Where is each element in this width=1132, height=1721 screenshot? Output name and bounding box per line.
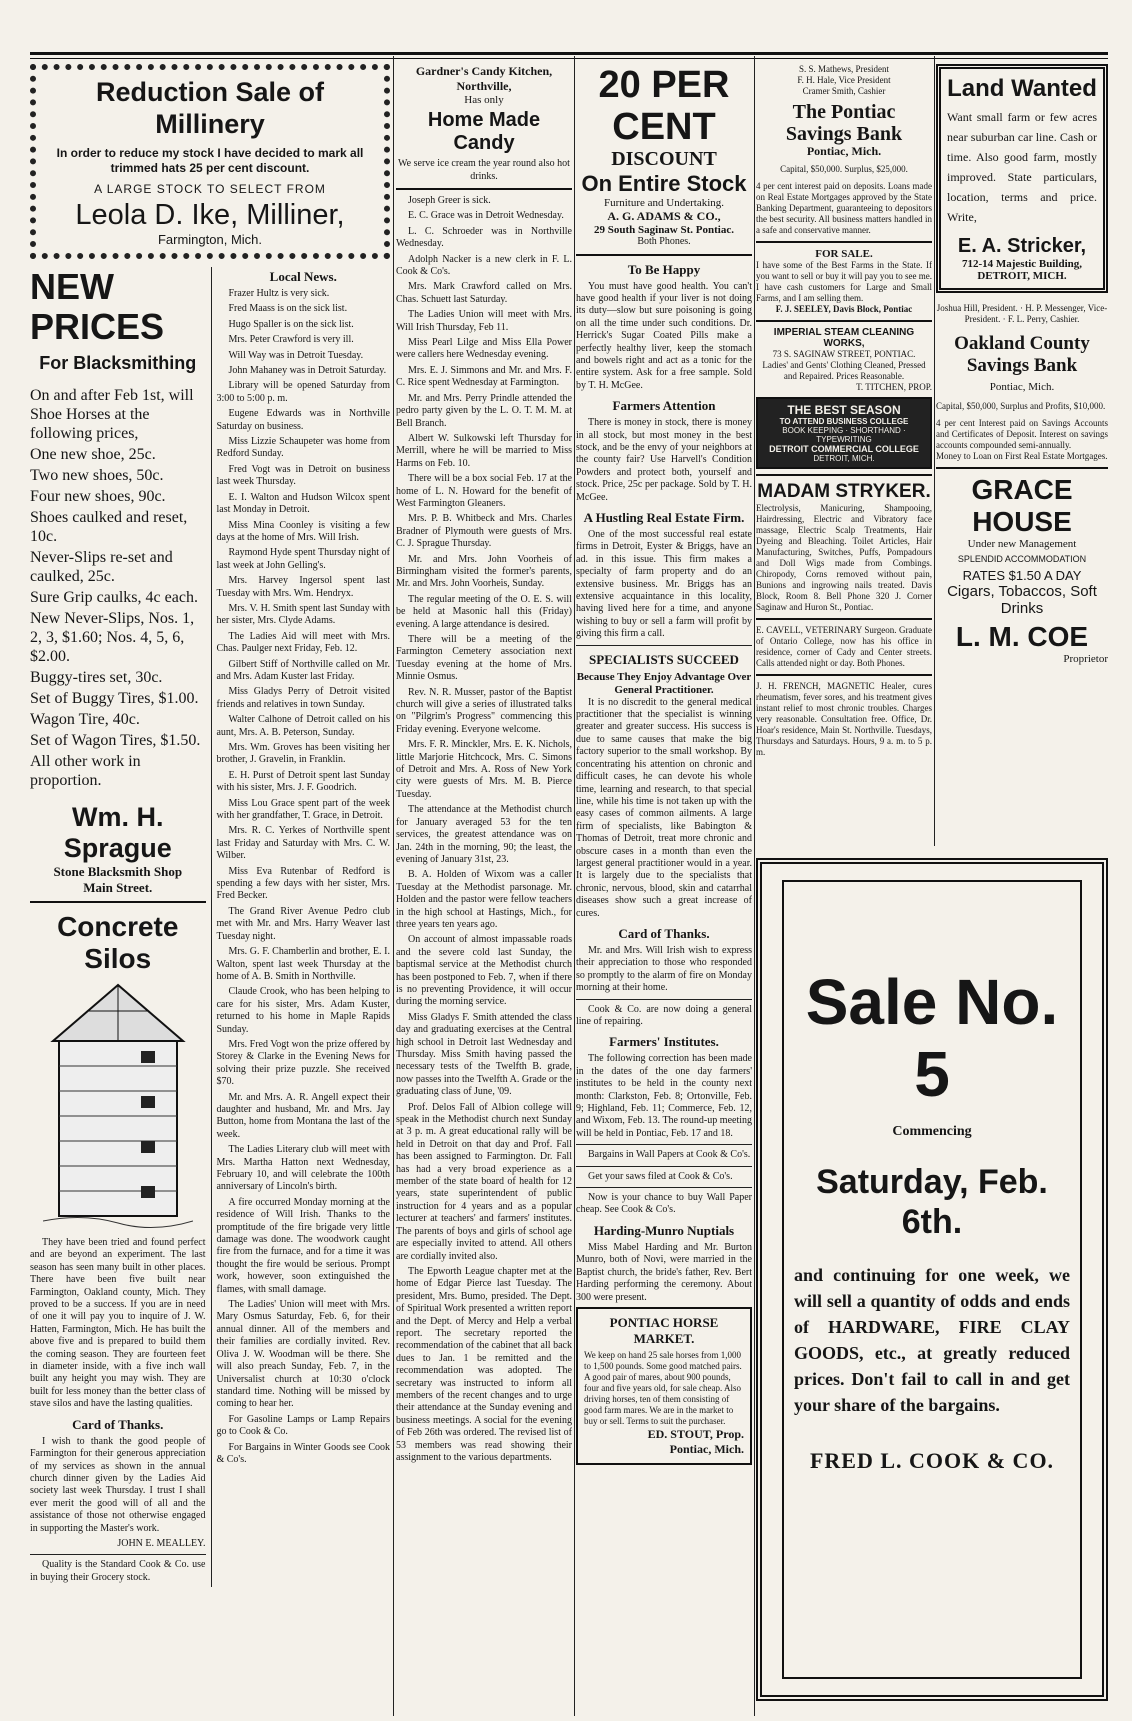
- local-news-item: Library will be opened Saturday from 3:00 to 5:00 p. m.: [216, 380, 390, 404]
- bank2-officers: Joshua Hill, President. · H. P. Messenger, Vice-President. · F. L. Perry, Cashier.: [936, 303, 1108, 324]
- local-news-item: Mrs. Wm. Groves has been visiting her brother, J. Gravelin, in Franklin.: [216, 742, 390, 766]
- column-rule: [393, 56, 394, 1716]
- price-item: Four new shoes, 90c.: [30, 488, 166, 505]
- bank2-capital: Capital, $50,000, Surplus and Profits, $10,000.: [936, 401, 1106, 411]
- news-item: Rev. N. R. Musser, pastor of the Baptist church will give a series of illustrated talks on "Pilgrim's Progress" commencing this Friday evening. Everyone welcome.: [396, 686, 572, 735]
- nuptial-title: Harding-Munro Nuptials: [593, 1222, 735, 1238]
- local-news-item: Will Way was in Detroit Tuesday.: [228, 349, 364, 361]
- forsale-text: I have some of the Best Farms in the State. If you want to sell or buy it will pay you to see me. I have cash customers for Large and Small Farms, and I am selling them.: [756, 259, 932, 303]
- news-item: Miss Gladys F. Smith attended the class day and graduating exercises at the Central high school in Detroit last Wednesday and Thursday. Miss Smith having passed the necessary tests of the Twelfth B. grade, now passes into the Twelfth A. Grade or the graduating class of June, '09.: [396, 1011, 572, 1098]
- bank2-text2: Money to Loan on First Real Estate Mortgages.: [936, 451, 1108, 461]
- sprague-name: Wm. H. Sprague: [63, 802, 172, 863]
- college-subjects: BOOK KEEPING · SHORTHAND · TYPEWRITING: [782, 425, 906, 444]
- price-item: Buggy-tires set, 30c.: [30, 669, 163, 686]
- news-item: L. C. Schroeder was in Northville Wednesday.: [396, 225, 572, 250]
- horse-market-ad: [576, 1307, 752, 1465]
- french-ad: J. H. FRENCH, MAGNETIC Healer, cures rheumatism, fever sores, and his treatment gives instant relief to most chronic troubles. Charges very reasonable. Consultation free. Office, Dr. Hoar's residence, Main St. Northville. Tuesdays, Thursdays and Saturdays. Hours, 9 a. m. to 5 p. m.: [756, 680, 932, 757]
- local-news-item: Gilbert Stiff of Northville called on Mr. and Mrs. Adam Kuster last Friday.: [216, 658, 390, 682]
- bank1-officer: S. S. Mathews, President: [799, 64, 889, 74]
- cleaning-ad: [756, 327, 932, 393]
- discount-firm: A. G. ADAMS & CO.,: [607, 209, 721, 223]
- realestate-title: A Hustling Real Estate Firm.: [583, 510, 745, 525]
- horse-place: Pontiac, Mich.: [669, 1441, 744, 1456]
- millinery-place: Farmington, Mich.: [157, 232, 263, 247]
- college-addr: DETROIT, MICH.: [813, 453, 875, 463]
- college-title: THE BEST SEASON: [787, 402, 901, 417]
- thanks2-text: Mr. and Mrs. Will Irish wish to express their appreciation to those who responded so promptly to the alarm of fire on Monday morning at their home.: [576, 944, 752, 994]
- grace-title: GRACE HOUSE: [971, 474, 1073, 537]
- millinery-title: Reduction Sale of Millinery: [95, 77, 325, 139]
- forsale-title: FOR SALE.: [815, 247, 873, 260]
- silos-title: Concrete Silos: [57, 911, 179, 974]
- top-rule: [30, 52, 1108, 55]
- pontiac-bank-ad: [756, 64, 932, 236]
- bank1-capital: Capital, $50,000. Surplus, $25,000.: [780, 163, 908, 174]
- forsale-sign: F. J. SEELEY, Davis Block, Pontiac: [775, 303, 913, 314]
- prices-intro: On and after Feb 1st, will Shoe Horses at the following prices,: [30, 387, 194, 442]
- price-item: One new shoe, 25c.: [30, 446, 156, 463]
- discount-sub: Furniture and Undertaking.: [603, 197, 725, 209]
- wallpaper-note: Bargains in Wall Papers at Cook & Co's.: [588, 1149, 751, 1161]
- local-news-item: The Ladies Literary club will meet with Mrs. Martha Hatton next Wednesday, February 10, and will celebrate the 100th anniversary of Lincoln's birth.: [216, 1144, 390, 1193]
- stryker-text: Electrolysis, Manicuring, Shampooing, Hairdressing, Electric and Vibratory face massage, Electric Scalp Treatments, Hair Dyeing and Bleaching. Toilet Articles, Hair Manufacturing, Switches, Puffs, Pompadours and Doll Wigs made from Combings. Chiropody, Corns removed without pain, Bunions and ingrowing nails treated. Davis Block, Room 8. Bell Phone 320 J. Corner Saginaw and Huron St., Pontiac.: [756, 502, 932, 612]
- grace-acc: SPLENDID ACCOMMODATION: [957, 554, 1087, 564]
- price-item: Sure Grip caulks, 4c each.: [30, 589, 198, 606]
- prices-title: NEW PRICES: [30, 266, 165, 347]
- news-item: B. A. Holden of Wixom was a caller Tuesday at the Methodist parsonage. Mr. Holden and the pastor were fellow teachers in the high school at Hastings, Mich., for three years ten years ago.: [396, 869, 572, 930]
- college-name: DETROIT COMMERCIAL COLLEGE: [769, 443, 919, 454]
- farmers-title: Farmers Attention: [612, 398, 716, 414]
- grace-house-ad: [936, 474, 1108, 665]
- local-news-item: For Gasoline Lamps or Lamp Repairs go to Cook & Co.: [216, 1413, 390, 1438]
- prices-subtitle: For Blacksmithing: [39, 353, 197, 373]
- news-item: The Ladies Union will meet with Mrs. Will Irish Thursday, Feb 11.: [396, 309, 572, 333]
- sale-title: Sale No. 5: [805, 966, 1059, 1110]
- local-news-item: Mrs. Harvey Ingersol spent last Tuesday with Mrs. Wm. Hendryx.: [216, 575, 390, 599]
- local-news-item: Fred Maass is on the sick list.: [228, 303, 348, 315]
- sprague-shop: Stone Blacksmith Shop: [53, 864, 183, 879]
- discount-stock: On Entire Stock: [581, 171, 747, 196]
- land-name: E. A. Stricker,: [957, 235, 1087, 257]
- bank1-text: 4 per cent interest paid on deposits. Loans made on Real Estate Mortgages approved by the State Banking Department, guaranteeing to depositors the best security. All business matters handled in a safe and conservative manner.: [756, 180, 932, 235]
- thanks1-text: I wish to thank the good people of Farmington for their generous appreciation of my services as shown in the annual church dinner given by the Ladies Aid society last week Thursday. I trust I shall ever merit the good will of all and the assistance of those not otherwise engaged in supporting the Master's work.: [30, 1435, 206, 1534]
- grace-prop: Proprietor: [1063, 653, 1108, 665]
- cleaning-title: IMPERIAL STEAM CLEANING WORKS,: [773, 326, 915, 349]
- silo-illustration: [43, 981, 193, 1231]
- local-news-item: For Bargains in Winter Goods see Cook & Co's.: [216, 1441, 390, 1465]
- bank1-name2: Savings Bank: [785, 123, 903, 145]
- news-item: Joseph Greer is sick.: [408, 195, 491, 206]
- discount-ad: [576, 64, 752, 249]
- news-item: Albert W. Sulkowski left Thursday for Merrill, where he will be married to Miss Harms on Feb. 10.: [396, 432, 572, 469]
- bank2-text: 4 per cent Interest paid on Savings Accounts and Certificates of Deposit. Interest on savings accounts compounded semi-annually.: [936, 418, 1108, 450]
- horse-sign: ED. STOUT, Prop.: [647, 1426, 744, 1441]
- candy-line3: Has only: [464, 94, 504, 106]
- thanks2-title: Card of Thanks.: [618, 925, 710, 941]
- college-sub: TO ATTEND BUSINESS COLLEGE: [779, 416, 909, 426]
- thanks1-sign: JOHN E. MEALLEY.: [117, 1537, 206, 1549]
- land-text: Want small farm or few acres near suburban car line. Cash or time. Also good farm, mostly improved. State particulars, location, terms and price. Write,: [947, 110, 1097, 224]
- bank2-name1: Oakland County: [954, 333, 1090, 354]
- top-rule-thin: [30, 58, 1108, 59]
- millinery-line1: In order to reduce my stock I have decided to mark all trimmed hats 25 per cent discount.: [56, 146, 364, 175]
- vet-ad: E. CAVELL, VETERINARY Surgeon. Graduate of Ontario College, now has his office in residence, corner of Cady and Center streets. Calls attended night or day. Both Phones.: [756, 624, 932, 668]
- local-news-item: Claude Crook, who has been helping to care for his sister, Mrs. Adam Kuster, returned to his home in Maple Rapids Sunday.: [216, 986, 390, 1035]
- local-news-item: Mrs. Fred Vogt won the prize offered by Storey & Clarke in the Evening News for solving their prize puzzle. She received $70.: [216, 1038, 390, 1088]
- blacksmith-ad: [30, 267, 206, 1587]
- saws-note: Get your saws filed at Cook & Co's.: [588, 1170, 733, 1182]
- news-item: The regular meeting of the O. E. S. will be held at Masonic hall this (Friday) evening. A large attendance is desired.: [396, 593, 572, 630]
- sale-text: and continuing for one week, we will sell a quantity of odds and ends of HARDWARE, FIRE CLAY GOODS, etc., at greatly reduced prices. Don't fail to call in and get your share of the bargains.: [794, 1265, 1070, 1415]
- news-item: Mrs. E. J. Simmons and Mr. and Mrs. F. C. Rice spent Wednesday at Farmington.: [396, 364, 572, 389]
- forsale-ad: [756, 248, 932, 315]
- column-rule: [754, 56, 755, 1716]
- cleaning-text: Ladies' and Gents' Clothing Cleaned, Pressed and Repaired. Prices Reasonable.: [762, 359, 926, 381]
- local-news-item: Raymond Hyde spent Thursday night of last week at John Gelling's.: [216, 547, 390, 571]
- thanks1-title: Card of Thanks.: [72, 1416, 164, 1432]
- oakland-bank-ad: [936, 303, 1108, 462]
- millinery-ad: [30, 64, 390, 259]
- cleaning-sign: T. TITCHEN, PROP.: [856, 381, 932, 392]
- horse-text: We keep on hand 25 sale horses from 1,000 to 1,500 pounds. Some good matched pairs. A good pair of mares, about 900 pounds, four and five years old, for sale cheap. Also driving horses, ten of them consisting of good farm mares. We are in the market to buy or sell. Terms to suit the purchaser.: [584, 1349, 742, 1426]
- grace-cigars: Cigars, Tobaccos, Soft Drinks: [947, 583, 1097, 617]
- millinery-name: Leola D. Ike, Milliner,: [75, 199, 345, 231]
- local-news-item: Mrs. G. F. Chamberlin and brother, E. I. Walton, spent last week Thursday at the home of A. B. Smith in Northville.: [216, 946, 390, 982]
- price-item: Two new shoes, 50c.: [30, 467, 164, 484]
- happy-text: You must have good health. You can't have good health if your liver is not doing its duty—slow but sure poisoning is going on all the time under such conditions. Dr. Herrick's Sugar Coated Pills make a perfectly healthy liver, keep the stomach and bowels right and act as a tonic for the entire system. Ask for a free sample. Sold by T. H. McGee.: [576, 280, 752, 391]
- local-news-item: Mrs. R. C. Yerkes of Northville spent last Friday and Saturday with Mrs. C. W. Wilber.: [216, 825, 390, 862]
- grace-name: L. M. COE: [955, 621, 1089, 652]
- college-ad: [756, 397, 932, 469]
- news-item: Mrs. Mark Crawford called on Mrs. Chas. Schuett last Saturday.: [396, 281, 572, 305]
- happy-title: To Be Happy: [627, 261, 701, 277]
- local-news-item: John Mahaney was in Detroit Saturday.: [228, 365, 387, 377]
- stryker-ad: [756, 481, 932, 613]
- local-news-item: Mrs. V. H. Smith spent last Sunday with her sister, Mrs. Clyde Adams.: [216, 602, 390, 627]
- discount-word: DISCOUNT: [611, 148, 717, 170]
- news-item: The attendance at the Methodist church for January averaged 53 for the ten services, the greatest attendance was on Jan. 24th in the morning, 90; the least, the evening of January 31st, 23.: [396, 804, 572, 865]
- farmers-text: There is money in stock, there is money in all stock, but most money in the best stock, and be the envy of your neighbors at the county fair? Use Harvell's Condition Powders and protect both, yourself and stock. Price, 25c per package. Sold by T. H. McGee.: [576, 417, 752, 503]
- candy-ad: [396, 64, 572, 183]
- news-item: Mrs. P. B. Whitbeck and Mrs. Charles Bradner of Plymouth were guests of Mrs. C. J. Sprague Thursday.: [396, 513, 572, 550]
- news-item: Mr. and Mrs. Perry Prindle attended the pedro party given by the L. O. T. M. M. at Bell Branch.: [396, 392, 572, 429]
- grace-rates: RATES $1.50 A DAY: [962, 568, 1082, 583]
- sprague-street: Main Street.: [83, 880, 153, 895]
- local-news-item: Hugo Spaller is on the sick list.: [228, 318, 354, 330]
- land-addr: 712-14 Majestic Building,: [961, 258, 1083, 270]
- news-item: E. C. Grace was in Detroit Wednesday.: [408, 210, 564, 222]
- cleaning-addr: 73 S. SAGINAW STREET, PONTIAC.: [772, 348, 916, 359]
- specialists-sub: Because They Enjoy Advantage Over General Practitioner.: [576, 670, 752, 696]
- millinery-line2: A LARGE STOCK TO SELECT FROM: [94, 182, 326, 196]
- land-wanted-ad: [936, 64, 1108, 293]
- land-city: DETROIT, MICH.: [977, 270, 1067, 282]
- local-news-item: Miss Gladys Perry of Detroit visited friends and relatives in town Sunday.: [216, 686, 390, 710]
- nuptial-text: Miss Mabel Harding and Mr. Burton Munro, both of Novi, were married in the Baptist church, the bride's father, Rev. Bert Harding performing the ceremony. About 300 were present.: [576, 1241, 752, 1303]
- column-rule: [934, 56, 935, 846]
- price-item: Shoes caulked and reset, 10c.: [30, 509, 188, 545]
- local-news-item: Eugene Edwards was in Northville Saturday on business.: [216, 408, 390, 432]
- local-news-item: Walter Calhone of Detroit called on his aunt, Mrs. A. B. Peterson, Sunday.: [216, 714, 390, 738]
- local-news-item: E. H. Purst of Detroit spent last Sunday with his sister, Mrs. J. F. Goodrich.: [216, 769, 390, 794]
- bank1-officer: Cramer Smith, Cashier: [802, 86, 886, 96]
- column-2: [396, 64, 572, 1714]
- news-item: There will be a meeting of the Farmington Cemetery association next Tuesday evening at the home of Mrs. Minnie Osmus.: [396, 634, 572, 683]
- news-item: Mr. and Mrs. John Voorheis of Birmingham visited the former's parents, Mr. and Mrs. John Voorheis, Sunday.: [396, 553, 572, 590]
- land-title: Land Wanted: [947, 75, 1097, 102]
- discount-phones: Both Phones.: [637, 236, 691, 247]
- news-item: Mrs. F. R. Minckler, Mrs. E. K. Nichols, little Marjorie Hitchcock, Mrs. C. Simons of Detroit and Mrs. A. Ross of New York city were guests of Mrs. M. B. Pierce Tuesday.: [396, 739, 572, 800]
- sale-firm: FRED L. COOK & CO.: [809, 1448, 1055, 1473]
- local-news-item: The Ladies Aid will meet with Mrs. Chas. Paulger next Friday, Feb. 12.: [216, 630, 390, 655]
- horse-title: PONTIAC HORSE MARKET.: [609, 1314, 719, 1346]
- local-news-item: Mr. and Mrs. A. R. Angell expect their daughter and husband, Mr. and Mrs. Jay Button, home from Montana the last of the week.: [216, 1091, 390, 1140]
- price-item: Set of Buggy Tires, $1.00.: [30, 690, 199, 707]
- silos-text: They have been tried and found perfect and are beyond an experiment. The last season has seen many built in other places. There have been five built near Farmington, Oakland county, Mich. They proved to be a success. If you are in need of one it will pay you to inquire of J. W. Hatten, Farmington, Mich. He has built the above five and is prepared to build them the coming season. They are fourteen feet in diameter inside, with a five inch wall built any height you may wish. They are built for less money than the better class of stave silos and have the lasting qualities.: [30, 1237, 206, 1410]
- price-item: New Never-Slips, Nos. 1, 2, 3, $1.60; Nos. 4, 5, 6, $2.00.: [30, 610, 195, 665]
- news-item: There will be a box social Feb. 17 at the home of L. N. Howard for the benefit of West Farmington Gleaners.: [396, 473, 572, 509]
- price-item: All other work in proportion.: [30, 753, 141, 789]
- local-news-item: Miss Lizzie Schaupeter was home from Redford Sunday.: [216, 436, 390, 460]
- local-news-item: A fire occurred Monday morning at the residence of Will Irish. Thanks to the promptitude of the fire brigade very little damage was done. The woodwork caught fire from the furnace, and for a time it was thought the fire would be serious. Prompt work, however, soon extinguished the flames, with small damage.: [216, 1196, 390, 1295]
- bank2-name2: Savings Bank: [966, 355, 1078, 376]
- repairing-note: Cook & Co. are now doing a general line of repairing.: [576, 1003, 752, 1027]
- column-4: [756, 64, 932, 854]
- candy-line1: Gardner's Candy Kitchen,: [415, 64, 553, 78]
- bank1-name1: The Pontiac: [792, 101, 896, 123]
- candy-text: We serve ice cream the year round also hot drinks.: [398, 158, 570, 182]
- local-news-item: Miss Eva Rutenbar of Redford is spending a few days with her sister, Mrs. Fred Becker.: [216, 865, 390, 902]
- bank1-place: Pontiac, Mich.: [806, 144, 882, 158]
- local-news: [216, 267, 390, 1587]
- bank2-place: Pontiac, Mich.: [989, 381, 1055, 393]
- institutes-title: Farmers' Institutes.: [609, 1034, 719, 1050]
- candy-title: Home Made Candy: [427, 109, 541, 154]
- column-5: [936, 64, 1108, 854]
- local-news-item: Fred Vogt was in Detroit on business last week Thursday.: [216, 463, 390, 488]
- news-item: Prof. Delos Fall of Albion college will speak in the Methodist church next Sunday at 3 p. m. A great educational rally will be held in Detroit on that day and Prof. Fall has been assigned to Farmington. Dr. Fall has had a very broad experience as a member of the state board of health for 12 years, state superintendent of public instruction for 4 years and as a popular lecturer at teachers' and farmers' institutes. The parents of boys and girls of school age are especially invited to attend. All others are cordially invited also.: [396, 1101, 572, 1262]
- institutes-text: The following correction has been made in the dates of the one day farmers' institutes to be held in the county next month: Clarkston, Feb. 8; Ortonville, Feb. 9; Highland, Feb. 11; Commerce, Feb. 12, and Wixom, Feb. 13. The round-up meeting will be held in Pontiac, Feb. 17 and 18.: [576, 1053, 752, 1139]
- specialists-text: It is no discredit to the general medical practitioner that the specialist is winning greater and greater success. His success is due to same causes that make the big factory superior to the small workshop. By concentrating his attention on chronic and difficult cases, he can devote his whole time, learning and research, to that special line, while his time is not taken up with the easy cases of common ailments. A large firm of specialists, like Babington & Thomas of Detroit, treat more chronic and obscure cases in a month than even the largest general practitioner would in a year. It is largely due to the specialists that chronic, nervous, blood, skin and catarrhal diseases show such a great increase of cures.: [576, 696, 752, 919]
- news-item: Adolph Nacker is a new clerk in F. L. Cook & Co's.: [396, 253, 572, 278]
- sale-date: Saturday, Feb. 6th.: [816, 1163, 1048, 1241]
- price-item: Wagon Tire, 40c.: [30, 711, 140, 728]
- realestate-text: One of the most successful real estate firms in Detroit, Eyster & Briggs, have an ad. in this issue. This firm makes a specialty of farm property and do an extensive business. Mr. Briggs has an extensive acquaintance in this locality, having lived here for a time, and anyone wishing to buy or sell a farm will profit by giving this firm a call.: [576, 529, 752, 640]
- candy-line2: Northville,: [456, 79, 512, 93]
- local-news-item: Mrs. Peter Crawford is very ill.: [228, 334, 354, 346]
- local-news-item: The Ladies' Union will meet with Mrs. Mary Osmus Saturday, Feb. 6, for their annual dinner. All of the members and their families are cordially invited. Rev. Oliva J. W. Woodman will be there. She will also preach Sunday, Feb. 7, in the Universalist church at 10:30 o'clock standard time. Nothing will be missed by coming to hear her.: [216, 1299, 390, 1410]
- wallpaper-note-2: Now is your chance to buy Wall Paper cheap. See Cook & Co's.: [576, 1192, 752, 1216]
- sale-commencing: Commencing: [892, 1124, 972, 1139]
- discount-big: 20 PER CENT: [598, 64, 730, 148]
- sale-no-5-ad: [756, 858, 1108, 1701]
- news-item: Miss Pearl Lilge and Miss Ella Power were callers here Wednesday evening.: [396, 337, 572, 361]
- price-item: Set of Wagon Tires, $1.50.: [30, 732, 201, 749]
- local-news-item: Miss Mina Coonley is visiting a few days at the home of Mrs. Will Irish.: [216, 519, 390, 543]
- column-rule: [574, 56, 575, 1716]
- local-news-item: Frazer Hultz is very sick.: [228, 288, 330, 299]
- quality-note: Quality is the Standard Cook & Co. use in buying their Grocery stock.: [30, 1559, 206, 1583]
- specialists-title: SPECIALISTS SUCCEED: [589, 651, 739, 667]
- discount-addr: 29 South Saginaw St. Pontiac.: [594, 224, 734, 236]
- price-item: Never-Slips re-set and caulked, 25c.: [30, 549, 173, 585]
- bank1-officer: F. H. Hale, Vice President: [797, 75, 891, 85]
- column-3: [576, 64, 752, 1714]
- grace-sub: Under new Management: [967, 538, 1077, 550]
- local-news-item: E. I. Walton and Hudson Wilcox spent last Monday in Detroit.: [216, 491, 390, 516]
- local-news-item: The Grand River Avenue Pedro club met with Mr. and Mrs. Harry Weaver last Tuesday night.: [216, 905, 390, 942]
- column-1: [30, 64, 390, 1714]
- news-item: The Epworth League chapter met at the home of Edgar Pierce last Tuesday. The president, Mrs. Bumo, presided. The Dept. of Spiritual Work presented a written report and the Dept. of Mercy and Help a verbal report. The secretary reported the recommendation of the cabinet that all back dues to Jan. 1 be remitted and the recommendation was adopted. The secretary was instructed to inform all members of the recent changes and to urge their attendance at the Sunday evening and business meetings. A social for the evening of Feb 26th was ordered. The revised list of 53 members was read showing their assignment to the various departments.: [396, 1265, 572, 1463]
- local-news-item: Miss Lou Grace spent part of the week with her grandfather, T. Grace, in Detroit.: [216, 797, 390, 822]
- news-item: On account of almost impassable roads and the severe cold last Sunday, the baptismal service at the Methodist church has been postponed to Feb. 7, when if there is no preventing Providence, it will occur during the morning service.: [396, 934, 572, 1008]
- local-news-title: Local News.: [269, 269, 337, 284]
- stryker-title: MADAM STRYKER.: [757, 480, 931, 502]
